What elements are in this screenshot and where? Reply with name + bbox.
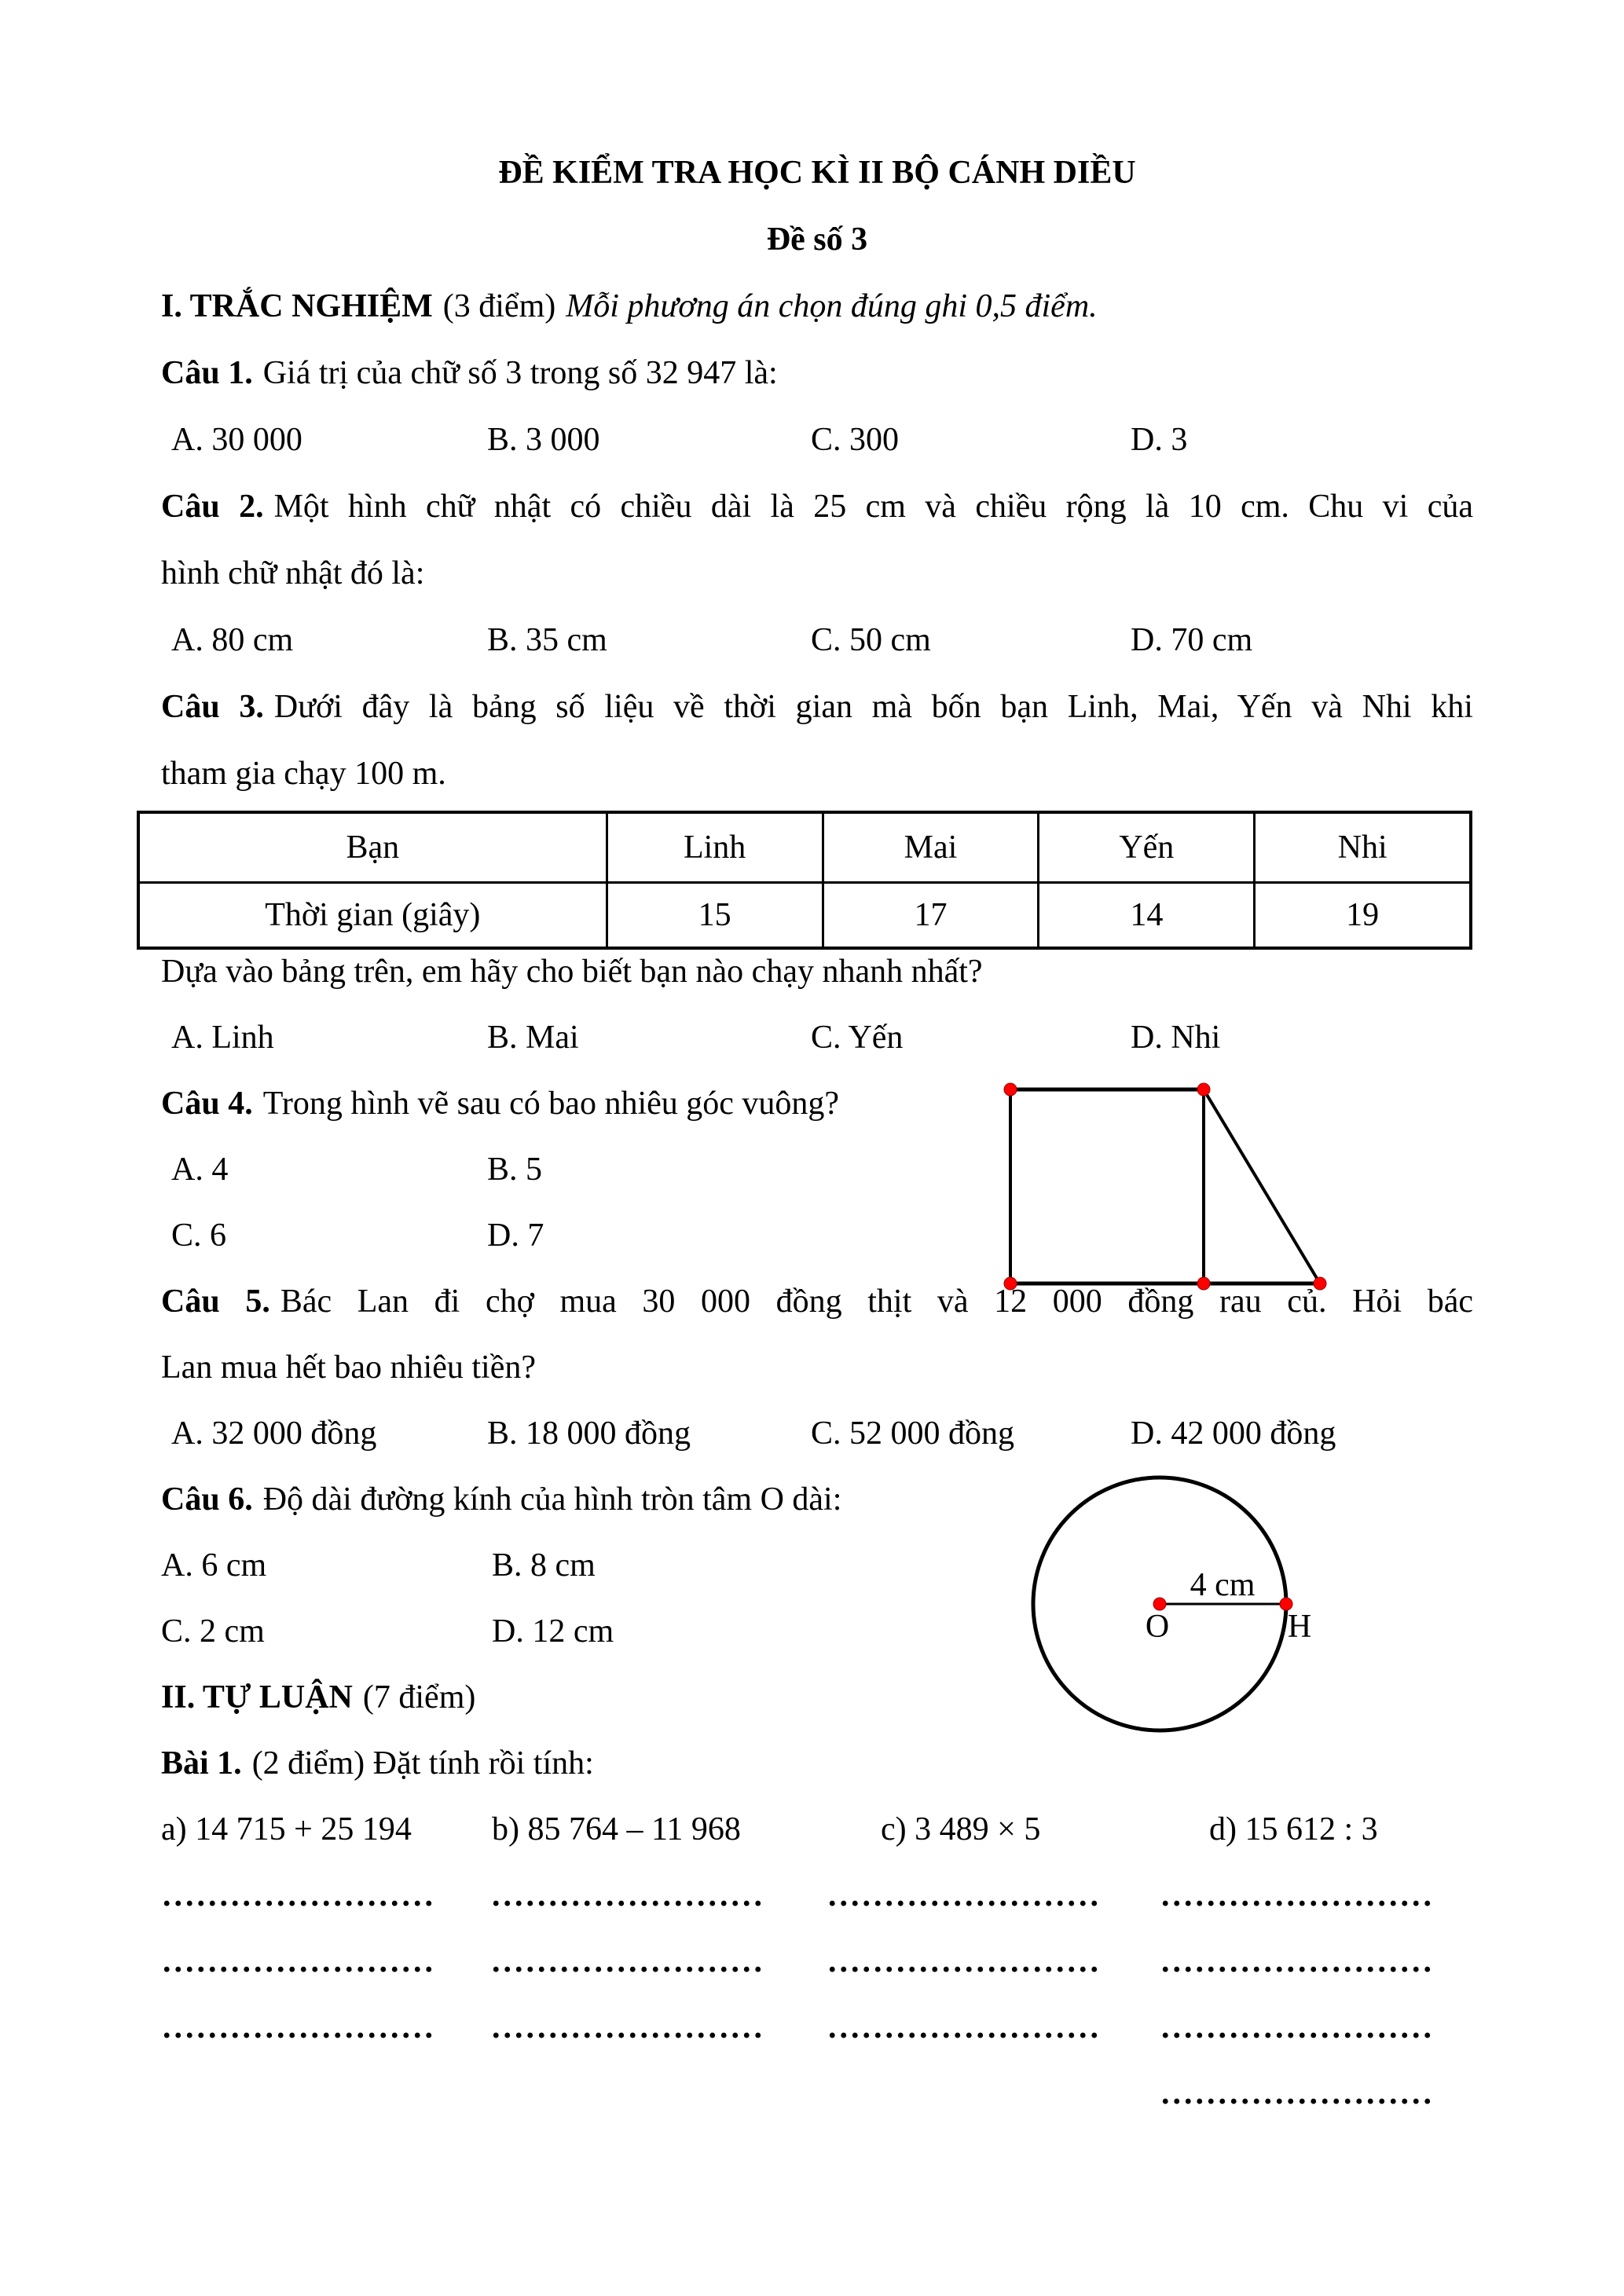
option-d: D. Nhi [1131, 1020, 1221, 1056]
option-b: B. 5 [487, 1152, 543, 1188]
exercise-1-text: (2 điểm) Đặt tính rồi tính: [251, 1745, 594, 1782]
table-header-nhi: Nhi [1255, 812, 1471, 883]
option-b: B. 8 cm [492, 1547, 596, 1584]
question-2-text-line2: hình chữ nhật đó là: [161, 555, 425, 591]
radius-length-label: 4 cm [1190, 1567, 1256, 1603]
answer-line: ........................ [492, 1877, 765, 1913]
answer-line: ........................ [828, 1877, 1102, 1913]
question-5 [161, 1269, 1473, 1401]
option-a: A. 4 [171, 1152, 229, 1188]
option-d: D. 70 cm [1131, 622, 1253, 658]
question-6-options-row2 [161, 1598, 1473, 1664]
option-c: C. 52 000 đồng [811, 1415, 1015, 1452]
option-a: A. Linh [171, 1020, 274, 1056]
option-c: C. 50 cm [811, 622, 931, 658]
option-b: B. 18 000 đồng [487, 1415, 691, 1452]
circle-center-label: O [1145, 1609, 1170, 1645]
page-subtitle: Đề số 3 [766, 222, 868, 258]
question-3-text-line1: Dưới đây là bảng số liệu về thời gian mà bốn bạn Linh, Mai, Yến và Nhi khi [273, 689, 1473, 725]
page-title: ĐỀ KIỂM TRA HỌC KÌ II BỘ CÁNH DIỀU [498, 155, 1136, 191]
question-6-options-row1 [161, 1532, 1473, 1598]
table-header-yen: Yến [1039, 812, 1255, 883]
option-a: A. 30 000 [171, 422, 302, 458]
option-d: D. 12 cm [492, 1613, 614, 1650]
answer-line: ........................ [1161, 2075, 1435, 2111]
question-3-label: Câu 3. [161, 689, 264, 725]
question-1-options [161, 407, 1473, 474]
question-3-options [161, 1005, 1473, 1071]
answer-line: ........................ [1161, 1877, 1435, 1913]
section-1-points: (3 điểm) [442, 288, 556, 324]
exam-content [161, 140, 1473, 2126]
answer-line: ........................ [828, 1943, 1102, 1979]
answer-line: ........................ [163, 2009, 436, 2045]
question-5-text-line1: Bác Lan đi chợ mua 30 000 đồng thịt và 12 000 đồng rau củ. Hỏi bác [280, 1283, 1473, 1320]
question-6 [161, 1467, 1473, 1532]
table-value-nhi: 19 [1255, 883, 1471, 949]
time-table [137, 811, 1472, 950]
question-1 [161, 340, 1473, 407]
answer-lines-row-4 [161, 2060, 1473, 2126]
question-3-followup: Dựa vào bảng trên, em hãy cho biết bạn nào chạy nhanh nhất? [161, 954, 983, 990]
table-header-linh: Linh [607, 812, 823, 883]
exercise-1-items [161, 1796, 1473, 1862]
option-a: A. 6 cm [161, 1547, 267, 1584]
question-1-label: Câu 1. [161, 355, 253, 391]
answer-line: ........................ [492, 2009, 765, 2045]
answer-line: ........................ [828, 2009, 1102, 2045]
question-4 [161, 1071, 1473, 1137]
exercise-item-a: a) 14 715 + 25 194 [161, 1811, 412, 1847]
question-1-text: Giá trị của chữ số 3 trong số 32 947 là: [262, 355, 778, 391]
exercise-1-heading [161, 1730, 1473, 1796]
section-1-heading [161, 273, 1473, 340]
table-value-mai: 17 [823, 883, 1039, 949]
answer-lines-row-1 [161, 1862, 1473, 1928]
section-2-points: (7 điểm) [362, 1679, 476, 1716]
exercise-item-c: c) 3 489 × 5 [881, 1811, 1041, 1847]
table-value-linh: 15 [607, 883, 823, 949]
option-c: C. Yến [811, 1020, 904, 1056]
section-2-heading [161, 1664, 1473, 1730]
option-c: C. 300 [811, 422, 900, 458]
answer-line: ........................ [492, 1943, 765, 1979]
answer-lines-row-3 [161, 1994, 1473, 2060]
question-3-text-line2: tham gia chạy 100 m. [161, 756, 446, 792]
option-d: D. 7 [487, 1218, 544, 1254]
question-2-label: Câu 2. [161, 489, 264, 525]
exercise-1-label: Bài 1. [161, 1745, 242, 1782]
option-a: A. 80 cm [171, 622, 294, 658]
question-5-text-line2: Lan mua hết bao nhiêu tiền? [161, 1349, 536, 1386]
question-6-label: Câu 6. [161, 1481, 253, 1518]
question-6-text: Độ dài đường kính của hình tròn tâm O dài: [262, 1481, 842, 1518]
answer-line: ........................ [163, 1877, 436, 1913]
table-row-label: Thời gian (giây) [138, 883, 607, 949]
question-4-options-row1 [161, 1137, 1473, 1203]
question-5-options [161, 1401, 1473, 1467]
question-5-label: Câu 5. [161, 1283, 270, 1320]
answer-lines-row-2 [161, 1928, 1473, 1994]
exercise-item-d: d) 15 612 : 3 [1209, 1811, 1378, 1847]
option-b: B. 35 cm [487, 622, 607, 658]
table-value-yen: 14 [1039, 883, 1255, 949]
answer-line: ........................ [1161, 1943, 1435, 1979]
question-2-options [161, 607, 1473, 674]
table-header-ban: Bạn [138, 812, 607, 883]
section-2-label: II. TỰ LUẬN [161, 1679, 353, 1716]
option-c: C. 6 [171, 1218, 227, 1254]
question-4-label: Câu 4. [161, 1086, 253, 1122]
question-2-text-line1: Một hình chữ nhật có chiều dài là 25 cm và chiều rộng là 10 cm. Chu vi của [273, 489, 1473, 525]
option-b: B. 3 000 [487, 422, 600, 458]
section-1-note: Mỗi phương án chọn đúng ghi 0,5 điểm. [566, 288, 1098, 324]
answer-line: ........................ [1161, 2009, 1435, 2045]
option-c: C. 2 cm [161, 1613, 265, 1650]
section-1-label: I. TRẮC NGHIỆM [161, 288, 433, 324]
option-b: B. Mai [487, 1020, 579, 1056]
question-3 [161, 674, 1473, 807]
option-d: D. 42 000 đồng [1131, 1415, 1336, 1452]
question-4-text: Trong hình vẽ sau có bao nhiêu góc vuông? [262, 1086, 840, 1122]
answer-line: ........................ [163, 1943, 436, 1979]
exercise-item-b: b) 85 764 – 11 968 [492, 1811, 741, 1847]
question-2 [161, 474, 1473, 607]
table-header-mai: Mai [823, 812, 1039, 883]
table-header-row [138, 812, 1471, 883]
circle-point-label: H [1287, 1609, 1312, 1645]
option-d: D. 3 [1131, 422, 1188, 458]
question-4-options-row2 [161, 1203, 1473, 1269]
option-a: A. 32 000 đồng [171, 1415, 377, 1452]
